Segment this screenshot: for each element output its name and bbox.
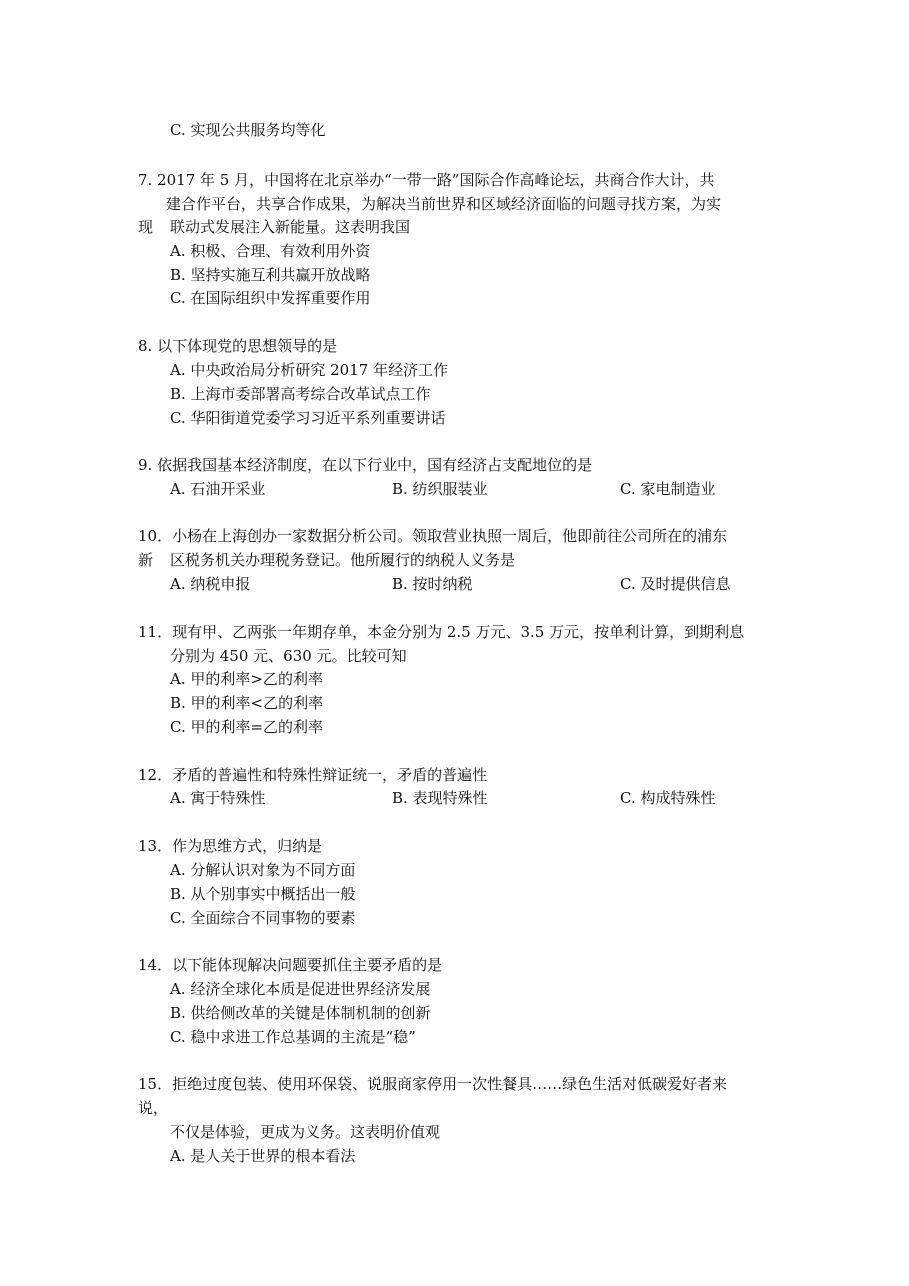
q13-option-c: C. 全面综合不同事物的要素 (170, 909, 356, 927)
q11-option-c: C. 甲的利率=乙的利率 (170, 718, 324, 736)
q8-option-c: C. 华阳街道党委学习习近平系列重要讲话 (170, 409, 446, 427)
q12-option-b: B. 表现特殊性 (392, 789, 488, 807)
q10-option-b: B. 按时纳税 (392, 575, 473, 593)
q9-option-a: A. 石油开采业 (170, 480, 266, 498)
q10-stem-line2: 区税务机关办理税务登记。他所履行的纳税人义务是 (170, 551, 516, 569)
q7-stem-line3-prefix: 现 (138, 218, 154, 236)
q10-option-a: A. 纳税申报 (170, 575, 251, 593)
q14-option-a: A. 经济全球化本质是促进世界经济发展 (170, 980, 431, 998)
q11-option-b: B. 甲的利率<乙的利率 (170, 694, 324, 712)
q15-stem-line2: 说， (138, 1099, 169, 1117)
q7-stem-line2: 建合作平台，共享合作成果，为解决当前世界和区域经济面临的问题寻找方案，为实 (166, 195, 722, 213)
q12-option-a: A. 寓于特殊性 (170, 789, 266, 807)
q14-option-b: B. 供给侧改革的关键是体制机制的创新 (170, 1004, 431, 1022)
q12-option-c: C. 构成特殊性 (620, 789, 716, 807)
q10-option-c: C. 及时提供信息 (620, 575, 731, 593)
q11-option-a: A. 甲的利率>乙的利率 (170, 670, 323, 688)
q7-option-a: A. 积极、合理、有效利用外资 (170, 242, 371, 260)
q7-option-b: B. 坚持实施互利共赢开放战略 (170, 266, 371, 284)
q14-option-c: C. 稳中求进工作总基调的主流是“稳” (170, 1028, 416, 1046)
q13-option-b: B. 从个别事实中概括出一般 (170, 885, 356, 903)
q9-option-b: B. 纺织服装业 (392, 480, 488, 498)
q15-option-a: A. 是人关于世界的根本看法 (170, 1147, 356, 1165)
q10-stem-line1: 10．小杨在上海创办一家数据分析公司。领取营业执照一周后，他即前往公司所在的浦东 (138, 527, 728, 545)
q7-option-c: C. 在国际组织中发挥重要作用 (170, 289, 371, 307)
q13-stem: 13．作为思维方式，归纳是 (138, 837, 323, 855)
q7-stem-line1: 7. 2017 年 5 月，中国将在北京举办“一带一路”国际合作高峰论坛，共商合作大计，共 (138, 171, 715, 189)
q14-stem: 14．以下能体现解决问题要抓住主要矛盾的是 (138, 956, 443, 974)
q15-stem-line1: 15．拒绝过度包装、使用环保袋、说服商家停用一次性餐具……绿色生活对低碳爱好者来 (138, 1075, 728, 1093)
q13-option-a: A. 分解认识对象为不同方面 (170, 861, 356, 879)
q8-stem: 8. 以下体现党的思想领导的是 (138, 337, 338, 355)
q8-option-b: B. 上海市委部署高考综合改革试点工作 (170, 385, 431, 403)
q7-stem-line3: 联动式发展注入新能量。这表明我国 (170, 218, 411, 236)
q9-option-c: C. 家电制造业 (620, 480, 716, 498)
q11-stem-line1: 11．现有甲、乙两张一年期存单，本金分别为 2.5 万元、3.5 万元，按单利计算，到期利息 (138, 623, 745, 641)
q9-stem: 9. 依据我国基本经济制度，在以下行业中，国有经济占支配地位的是 (138, 456, 593, 474)
q12-stem: 12．矛盾的普遍性和特殊性辩证统一，矛盾的普遍性 (138, 766, 488, 784)
q6-option-c: C. 实现公共服务均等化 (170, 121, 326, 139)
q15-stem-line3: 不仅是体验，更成为义务。这表明价值观 (170, 1123, 441, 1141)
q11-stem-line2: 分别为 450 元、630 元。比较可知 (170, 647, 407, 665)
q8-option-a: A. 中央政治局分析研究 2017 年经济工作 (170, 361, 449, 379)
q10-stem-line2-prefix: 新 (138, 551, 154, 569)
